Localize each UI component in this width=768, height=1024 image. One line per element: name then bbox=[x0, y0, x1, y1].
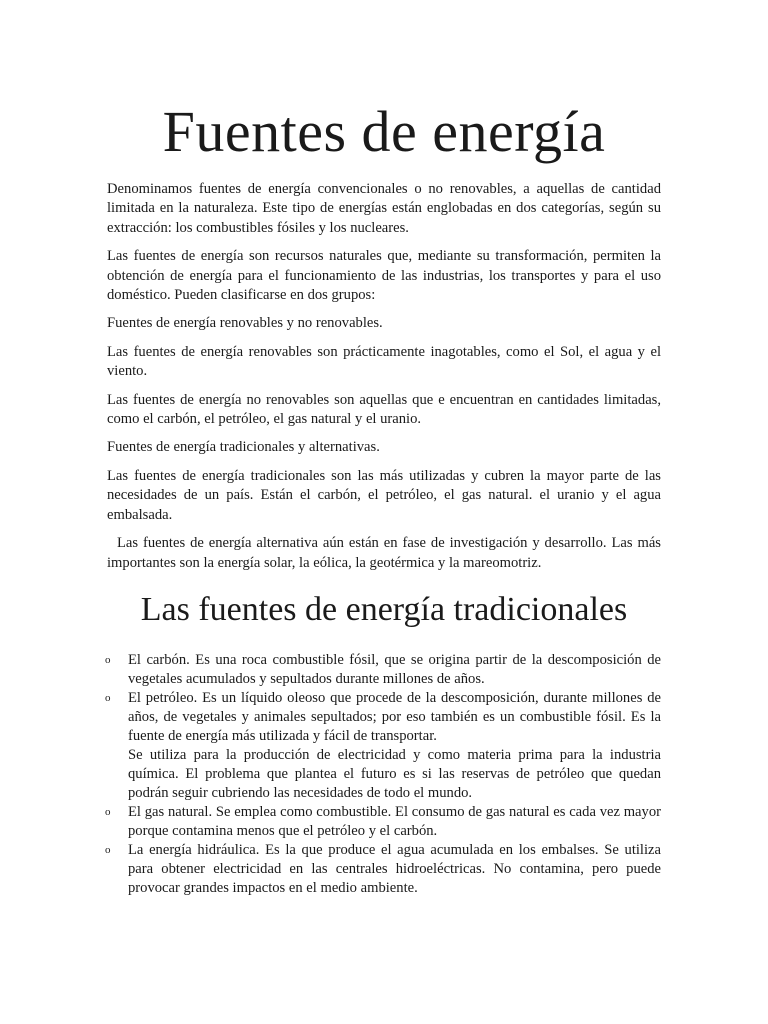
list-item-text: El petróleo. Es un líquido oleoso que procede de la descomposición, durante millones de años, de vegetales y animales sepultados; por eso también es un combustible fósil. Es la fuente de energía más utilizada y fácil de transportar. bbox=[128, 690, 661, 744]
intro-body bbox=[107, 180, 661, 582]
section-title: Las fuentes de energía tradicionales bbox=[140, 591, 628, 628]
bullet-list bbox=[105, 651, 661, 898]
list-item-text: El carbón. Es una roca combustible fósil, que se origina partir de la descomposición de vegetales acumulados y sepultados durante millones de años. bbox=[128, 652, 661, 687]
list-item-text: La energía hidráulica. Es la que produce el agua acumulada en los embalses. Se utiliza para obtener electricidad en las centrales hidroeléctricas. No contamina, pero puede provocar grandes impactos en el medio ambiente. bbox=[128, 842, 661, 896]
bullet-marker: o bbox=[105, 806, 111, 818]
paragraph-traditional: Las fuentes de energía tradicionales son las más utilizadas y cubren la mayor parte de las necesidades de un país. Están el carbón, el petróleo, el gas natural. el uranio y el agua embalsada. bbox=[107, 467, 661, 523]
list-item-text: El gas natural. Se emplea como combustible. El consumo de gas natural es cada vez mayor porque contamina menos que el petróleo y el carbón. bbox=[128, 804, 661, 839]
bullet-marker: o bbox=[105, 692, 111, 704]
list-item-carbon bbox=[105, 651, 661, 689]
paragraph-non-renewable: Las fuentes de energía no renovables son aquellas que e encuentran en cantidades limitadas, como el carbón, el petróleo, el gas natural y el uranio. bbox=[107, 391, 661, 428]
paragraph-group-renewable: Fuentes de energía renovables y no renovables. bbox=[107, 315, 383, 332]
bullet-marker: o bbox=[105, 844, 111, 856]
list-item-petroleum bbox=[105, 689, 661, 803]
paragraph-renewable: Las fuentes de energía renovables son prácticamente inagotables, como el Sol, el agua y el viento. bbox=[107, 343, 661, 380]
paragraph-intro: Denominamos fuentes de energía convencionales o no renovables, a aquellas de cantidad limitada en la naturaleza. Este tipo de energías están englobadas en dos categorías, según su extracción: los combustibles fósiles y los nucleares. bbox=[107, 181, 661, 236]
bullet-marker: o bbox=[105, 654, 111, 666]
paragraph-alternative: Las fuentes de energía alternativa aún están en fase de investigación y desarrollo. Las más importantes son la energía solar, la eólica, la geotérmica y la mareomotriz. bbox=[107, 535, 661, 571]
list-item-extra-text: Se utiliza para la producción de electricidad y como materia prima para la industria química. El problema que plantea el futuro es si las reservas de petróleo que quedan podrán seguir cubriendo las necesidades de todo el mundo. bbox=[128, 747, 661, 801]
page-title: Fuentes de energía bbox=[162, 99, 606, 164]
list-item-natural-gas bbox=[105, 803, 661, 841]
paragraph-group-traditional: Fuentes de energía tradicionales y alternativas. bbox=[107, 439, 380, 456]
paragraph-definition: Las fuentes de energía son recursos naturales que, mediante su transformación, permiten la obtención de energía para el funcionamiento de las industrias, los transportes y para el uso doméstico. Pueden clasificarse en dos grupos: bbox=[107, 248, 661, 304]
list-item-hydraulic bbox=[105, 841, 661, 898]
